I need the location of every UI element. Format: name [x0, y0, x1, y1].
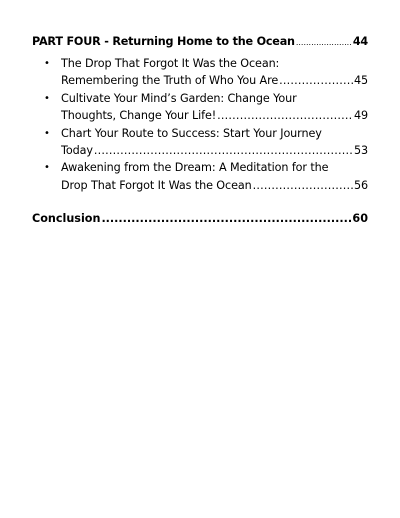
dot-leader: [101, 211, 351, 227]
toc-entry-list: [32, 55, 368, 194]
entry-title-line1: Cultivate Your Mind’s Garden: Change Your: [61, 91, 297, 105]
entry-page-number: 45: [353, 74, 368, 88]
bullet-icon: •: [44, 58, 50, 69]
entry-title-line1: Awakening from the Dream: A Meditation for the: [61, 161, 329, 175]
entry-title-line1: The Drop That Forgot It Was the Ocean:: [61, 57, 280, 70]
bullet-icon: •: [44, 127, 50, 139]
toc-entry[interactable]: [32, 159, 368, 194]
dot-leader: [217, 107, 353, 124]
toc-part-heading[interactable]: [32, 34, 368, 51]
entry-title-line1: Chart Your Route to Success: Start Your Journey: [61, 126, 322, 140]
conclusion-title: Conclusion: [32, 212, 101, 226]
part-page-number: 44: [352, 35, 368, 48]
conclusion-page-number: 60: [352, 212, 368, 226]
dot-leader: [253, 177, 353, 194]
table-of-contents: [32, 34, 368, 227]
part-title: PART FOUR - Returning Home to the Ocean: [32, 35, 295, 48]
entry-page-number: 53: [353, 144, 368, 158]
dot-leader: [94, 142, 353, 159]
entry-title-line2: Thoughts, Change Your Life!: [61, 109, 217, 123]
toc-entry[interactable]: [32, 125, 368, 160]
bullet-icon: •: [44, 162, 50, 174]
bullet-icon: •: [44, 92, 50, 104]
entry-title-line2: Remembering the Truth of Who You Are: [61, 74, 279, 88]
entry-title-line2: Today: [61, 144, 93, 158]
dot-leader: [296, 35, 352, 51]
entry-title-line2: Drop That Forgot It Was the Ocean: [61, 178, 252, 192]
dot-leader: [279, 72, 353, 89]
entry-page-number: 49: [353, 109, 368, 123]
toc-entry[interactable]: [32, 55, 368, 90]
entry-page-number: 56: [353, 178, 368, 192]
toc-conclusion[interactable]: [32, 211, 368, 227]
toc-entry[interactable]: [32, 90, 368, 125]
